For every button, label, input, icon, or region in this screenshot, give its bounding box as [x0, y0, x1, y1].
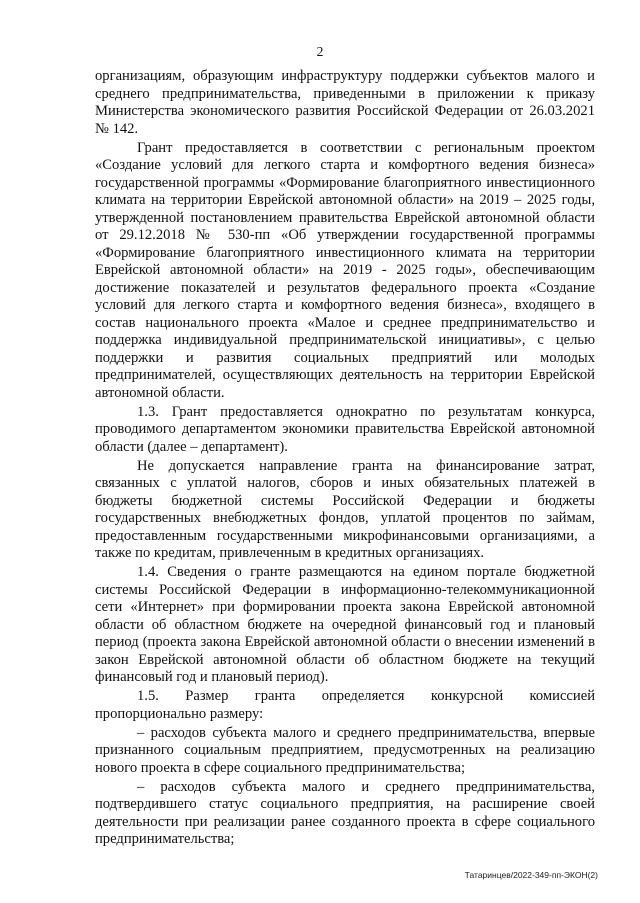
list-item-expansion: – расходов субъекта малого и среднего предпринимательства, подтвердившего статус социального предприятия, на расширение своей деятельности при реализации ранее созданного проекта в сфере социального предпринимательства; — [95, 778, 595, 847]
document-body — [95, 68, 595, 850]
page-number: 2 — [316, 44, 324, 59]
paragraph-grant-basis: Грант предоставляется в соответствии с региональным проектом «Создание условий для легкого старта и комфортного ведения бизнеса» государственной программы «Формирование благоприятного инвестиционного климата на территории Еврейской автономной области» на 2019 – 2025 годы, утвержденной постановлением правительства Еврейской автономной области от 29.12.2018 № 530-пп «Об утверждении государственной программы «Формирование благоприятного инвестиционного климата на территории Еврейской автономной области» на 2019 - 2025 годы», обеспечивающим достижение показателей и результатов федерального проекта «Создание условий для легкого старта и комфортного ведения бизнеса», входящего в состав национального проекта «Малое и среднее предпринимательство и поддержка индивидуальной предпринимательской инициативы», с целью поддержки и развития социальных предприятий или молодых предпринимателей, осуществляющих деятельность на территории Еврейской автономной области. — [95, 139, 595, 401]
paragraph-continuation: организациям, образующим инфраструктуру поддержки субъектов малого и среднего предпринимательства, приведенными в приложении к приказу Министерства экономического развития Российской Федерации от 26.03.2021 № 142. — [95, 68, 595, 137]
paragraph-restrictions: Не допускается направление гранта на финансирование затрат, связанных с уплатой налогов, сборов и иных обязательных платежей в бюджеты бюджетной системы Российской Федерации и бюджеты государственных внебюджетных фондов, уплатой процентов по займам, предоставленным государственными микрофинансовыми организациями, а также по кредитам, привлеченным в кредитных организациях. — [95, 457, 595, 561]
paragraph-1-3: 1.3. Грант предоставляется однократно по результатам конкурса, проводимого департаментом экономики правительства Еврейской автономной области (далее – департамент). — [95, 403, 595, 455]
paragraph-1-5: 1.5. Размер гранта определяется конкурсной комиссией пропорционально размеру: — [95, 688, 595, 722]
paragraph-1-4: 1.4. Сведения о гранте размещаются на едином портале бюджетной системы Российской Федерации в информационно-телекоммуникационной сети «Интернет» при формировании проекта закона Еврейской автономной области об областном бюджете на очередной финансовый год и плановый период (проекта закона Еврейской автономной области о внесении изменений в закон Еврейской автономной области об областном бюджете на текущий финансовый год и плановый период). — [95, 564, 595, 685]
footer-document-code: Татаринцев/2022-349-пп-ЭКОН(2) — [464, 870, 598, 880]
list-item-new-project: – расходов субъекта малого и среднего предпринимательства, впервые признанного социальным предприятием, предусмотренных на реализацию нового проекта в сфере социального предпринимательства; — [95, 724, 595, 776]
